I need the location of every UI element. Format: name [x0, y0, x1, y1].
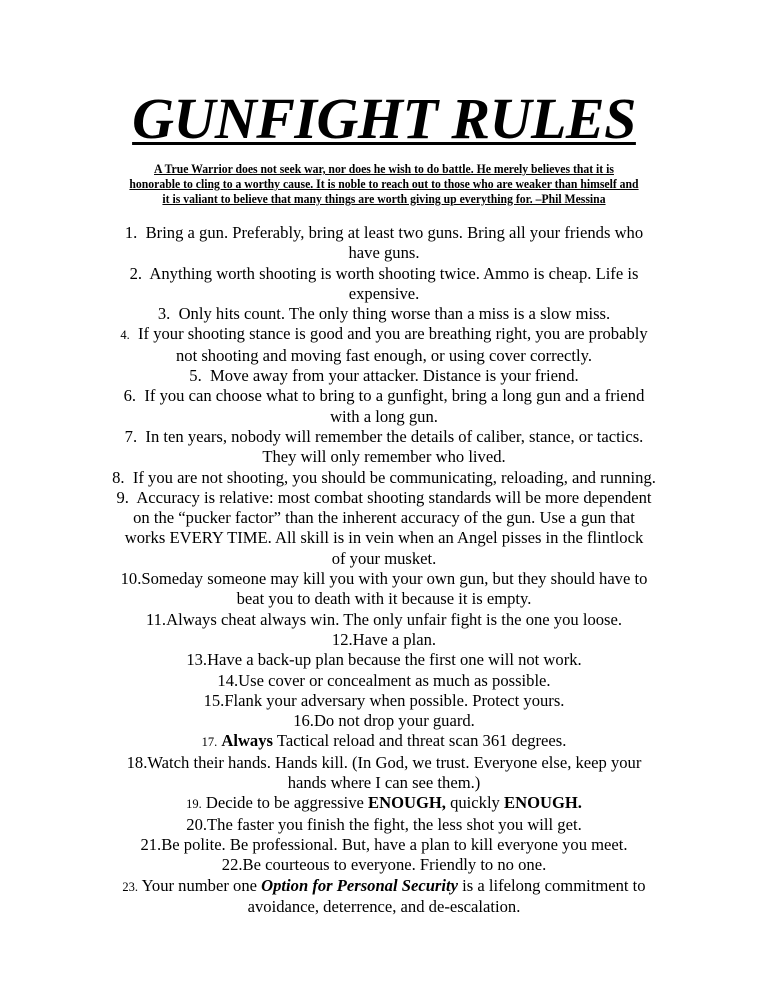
- rule-number: 14.: [217, 670, 239, 690]
- rule-text: with a long gun.: [330, 406, 438, 426]
- rule-number: 9.: [116, 487, 129, 507]
- rule-item: [0, 304, 768, 324]
- rule-text-bold: ENOUGH,: [368, 793, 446, 813]
- rule-item: [0, 691, 768, 711]
- rule-text: not shooting and moving fast enough, or using cover correctly.: [176, 345, 592, 365]
- rule-item: [0, 753, 768, 794]
- rule-number: 19.: [186, 797, 202, 812]
- rule-item: [0, 630, 768, 650]
- title-text: GUNFIGHT RULES: [132, 86, 636, 151]
- rule-number: 5.: [189, 366, 202, 386]
- rule-text: Only hits count. The only thing worse than a miss is a slow miss.: [178, 304, 611, 324]
- rule-text: Be polite. Be professional. But, have a plan to kill everyone you meet.: [161, 834, 628, 854]
- rule-item: [0, 815, 768, 835]
- rule-text: Tactical reload and threat scan 361 degrees.: [273, 731, 567, 751]
- rules-list: [0, 223, 768, 917]
- rule-text: have guns.: [348, 243, 420, 263]
- rule-number: 23.: [122, 879, 139, 894]
- rule-text: Have a plan.: [352, 629, 437, 649]
- rule-item: [0, 876, 768, 918]
- rule-item: [0, 835, 768, 855]
- quote-line: it is valiant to believe that many things are worth giving up everything for. –Phil Messina: [162, 192, 606, 206]
- rule-number: 15.: [203, 690, 225, 710]
- rule-text: on the “pucker factor” than the inherent accuracy of the gun. Use a gun that: [133, 508, 635, 528]
- rule-text: Decide to be aggressive: [205, 793, 369, 813]
- rule-number: 2.: [129, 263, 143, 283]
- rule-text: Accuracy is relative: most combat shooting standards will be more dependent: [136, 487, 652, 507]
- rule-text: The faster you finish the fight, the less shot you will get.: [207, 814, 582, 834]
- rule-number: 6.: [123, 386, 137, 406]
- rule-text: hands where I can see them.): [287, 773, 481, 793]
- rule-item: [0, 731, 768, 752]
- rule-item: [0, 324, 768, 366]
- page-title: [0, 86, 768, 152]
- rule-item: [0, 610, 768, 630]
- epigraph-quote: [27, 162, 741, 207]
- rule-text: Move away from your attacker. Distance is your friend.: [210, 366, 579, 386]
- rule-text-bold-italic: Option for Personal Security: [261, 875, 458, 895]
- rule-item: [0, 569, 768, 610]
- rule-item: [0, 793, 768, 814]
- rule-text: They will only remember who lived.: [262, 447, 506, 467]
- rule-item: [0, 488, 768, 569]
- rule-number: 4.: [120, 328, 130, 343]
- quote-line: honorable to cling to a worthy cause. It is noble to reach out to those who are weaker than himself and: [129, 177, 639, 191]
- rule-number: 21.: [140, 834, 162, 854]
- rule-number: 17.: [201, 735, 218, 750]
- rule-item: [0, 264, 768, 305]
- rule-item: [0, 855, 768, 875]
- rule-item: [0, 223, 768, 264]
- rule-text: of your musket.: [331, 548, 437, 568]
- rule-number: 1.: [124, 223, 138, 242]
- rule-number: 7.: [124, 426, 138, 446]
- rule-number: 10.: [120, 569, 142, 589]
- rule-number: 12.: [331, 629, 353, 649]
- rule-number: 18.: [126, 752, 148, 772]
- rule-bold-lead: Always: [221, 731, 273, 751]
- rule-text: Anything worth shooting is worth shooting twice. Ammo is cheap. Life is: [149, 263, 639, 283]
- rule-text: works EVERY TIME. All skill is in vein when an Angel pisses in the flintlock: [124, 528, 644, 548]
- rule-text: Have a back-up plan because the first one will not work.: [207, 650, 582, 670]
- rule-text: Be courteous to everyone. Friendly to no one.: [242, 855, 547, 875]
- rule-number: 13.: [186, 650, 208, 670]
- rule-text: Watch their hands. Hands kill. (In God, we trust. Everyone else, keep your: [147, 752, 642, 772]
- rule-text: Someday someone may kill you with your own gun, but they should have to: [141, 569, 648, 589]
- rule-item: [0, 386, 768, 427]
- rule-item: [0, 427, 768, 468]
- rule-text: expensive.: [348, 283, 420, 303]
- rule-number: 8.: [112, 467, 125, 487]
- rule-text: Flank your adversary when possible. Protect yours.: [224, 690, 565, 710]
- rule-item: [0, 711, 768, 731]
- quote-line: A True Warrior does not seek war, nor does he wish to do battle. He merely believes that it is: [154, 162, 614, 176]
- rule-number: 11.: [145, 609, 167, 629]
- rule-item: [0, 650, 768, 670]
- rule-text: Always cheat always win. The only unfair fight is the one you loose.: [166, 609, 623, 629]
- rule-text: avoidance, deterrence, and de-escalation.: [247, 896, 521, 916]
- rule-text-bold: ENOUGH.: [504, 793, 582, 813]
- rule-text: If you are not shooting, you should be communicating, reloading, and running.: [132, 467, 656, 487]
- rule-number: 22.: [221, 855, 243, 875]
- rule-number: 3.: [157, 304, 171, 324]
- rule-text: If you can choose what to bring to a gunfight, bring a long gun and a friend: [144, 386, 645, 406]
- rule-text: beat you to death with it because it is empty.: [236, 589, 532, 609]
- rule-item: [0, 366, 768, 386]
- rule-text: Your number one: [141, 875, 262, 895]
- rule-text: quickly: [445, 793, 505, 813]
- rule-text: In ten years, nobody will remember the details of caliber, stance, or tactics.: [145, 426, 644, 446]
- rule-text: If your shooting stance is good and you are breathing right, you are probably: [138, 324, 648, 344]
- rule-text: Do not drop your guard.: [313, 711, 475, 731]
- rule-item: [0, 468, 768, 488]
- rule-text: Use cover or concealment as much as possible.: [238, 670, 551, 690]
- rule-item: [0, 671, 768, 691]
- rule-number: 16.: [293, 711, 314, 731]
- rule-number: 20.: [186, 814, 208, 834]
- rule-text: Bring a gun. Preferably, bring at least two guns. Bring all your friends who: [145, 223, 644, 242]
- rule-text: is a lifelong commitment to: [457, 875, 646, 895]
